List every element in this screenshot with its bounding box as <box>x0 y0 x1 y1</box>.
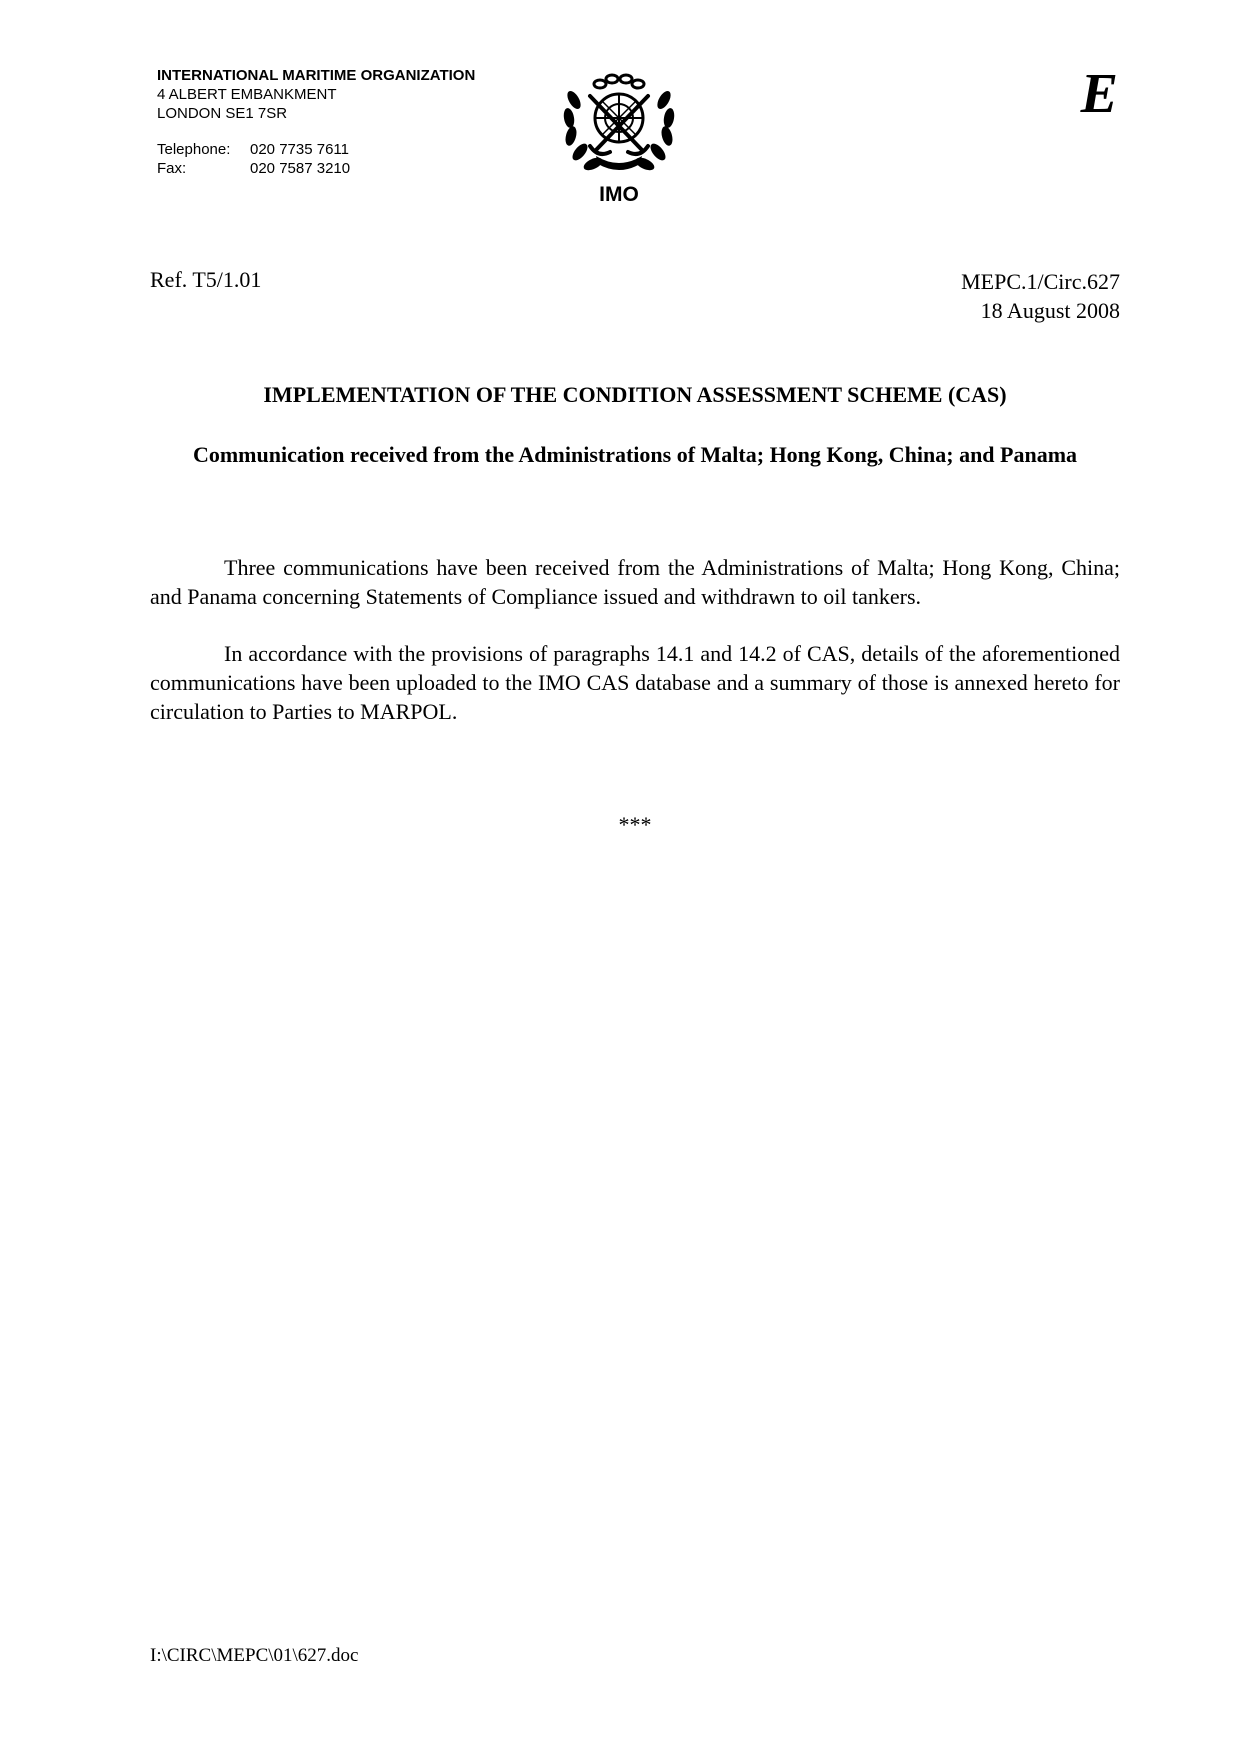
reference-number: Ref. T5/1.01 <box>150 267 262 292</box>
telephone-row <box>157 140 475 159</box>
telephone-number: 020 7735 7611 <box>250 141 349 158</box>
language-mark: E <box>1080 63 1118 125</box>
organization-name: INTERNATIONAL MARITIME ORGANIZATION <box>157 67 476 84</box>
body-text <box>150 553 1120 754</box>
section-separator: *** <box>618 812 652 837</box>
address-line-1: 4 ALBERT EMBANKMENT <box>157 86 337 103</box>
document-title: IMPLEMENTATION OF THE CONDITION ASSESSMENT SCHEME (CAS) <box>263 382 1007 407</box>
document-date: 18 August 2008 <box>980 298 1120 323</box>
imo-emblem-icon <box>560 70 678 178</box>
emblem-caption: IMO <box>599 183 639 206</box>
fax-number: 020 7587 3210 <box>250 160 351 177</box>
circular-number: MEPC.1/Circ.627 <box>961 269 1120 294</box>
letterhead-address-block <box>157 66 475 178</box>
fax-row <box>157 159 475 178</box>
document-subtitle: Communication received from the Administrations of Malta; Hong Kong, China; and Panama <box>192 442 1078 467</box>
paragraph: In accordance with the provisions of paragraphs 14.1 and 14.2 of CAS, details of the aforementioned communications have been uploaded to the IMO CAS database and a summary of those is annexed hereto for circulation to Parties to MARPOL. <box>150 641 1120 724</box>
contact-details <box>157 140 475 178</box>
telephone-label: Telephone: <box>157 141 231 158</box>
paragraph: Three communications have been received from the Administrations of Malta; Hong Kong, China; and Panama concerning Statements of Compliance issued and withdrawn to oil tankers. <box>150 555 1120 609</box>
footer-file-path: I:\CIRC\MEPC\01\627.doc <box>150 1645 359 1666</box>
document-identifier <box>961 267 1120 325</box>
address-line-2: LONDON SE1 7SR <box>157 105 288 122</box>
fax-label: Fax: <box>157 160 187 177</box>
